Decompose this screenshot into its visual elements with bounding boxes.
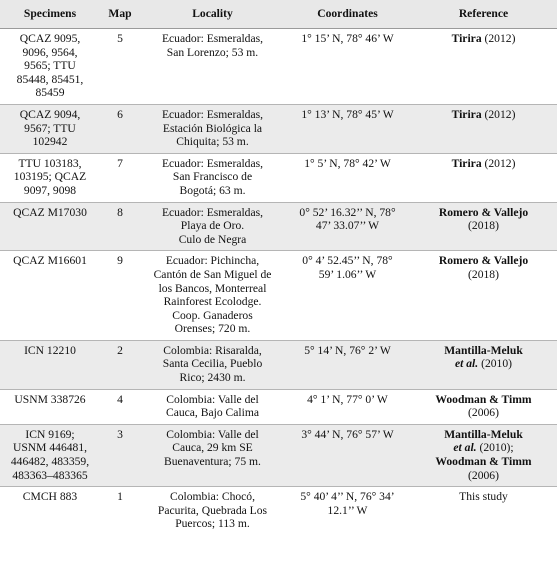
locality-line: Santa Cecilia, Pueblo <box>162 357 263 371</box>
reference-author: Romero & Vallejo <box>438 254 529 268</box>
header-reference: Reference <box>410 0 557 29</box>
specimen-line: QCAZ 9094, <box>19 107 81 121</box>
reference-line <box>414 469 553 483</box>
cell-coordinates <box>285 251 410 341</box>
reference-line <box>414 32 553 46</box>
cell-locality <box>140 104 285 153</box>
specimen-line: 9097, 9098 <box>23 183 77 197</box>
reference-line <box>414 357 553 371</box>
cell-locality <box>140 202 285 251</box>
reference-author: Romero & Vallejo <box>438 205 529 219</box>
cell-coordinates <box>285 202 410 251</box>
reference-year: (2012) <box>481 32 516 45</box>
reference-author: Tirira <box>451 32 482 45</box>
cell-reference <box>410 104 557 153</box>
reference-author: Tirira <box>451 156 482 170</box>
table-row <box>0 424 557 486</box>
cell-specimens <box>0 389 100 424</box>
specimen-line: 103195; QCAZ <box>13 170 87 184</box>
reference-year: (2012) <box>481 107 516 121</box>
reference-line <box>414 490 553 504</box>
locality-line: Culo de Negra <box>178 232 247 246</box>
locality-line: Ecuador: Esmeraldas, <box>161 205 264 219</box>
cell-locality <box>140 424 285 486</box>
cell-specimens <box>0 340 100 389</box>
specimen-line: USNM 338726 <box>14 392 86 406</box>
reference-author: Mantilla-Meluk <box>444 343 523 357</box>
specimen-line: 85459 <box>35 86 65 100</box>
reference-etal: et al. <box>453 441 477 455</box>
reference-author: Mantilla-Meluk <box>444 427 523 441</box>
specimen-line: ICN 9169; <box>25 427 75 441</box>
reference-author: Woodman & Timm <box>435 392 532 406</box>
locality-line: San Lorenzo; 53 m. <box>166 45 259 59</box>
reference-line <box>414 108 553 122</box>
coordinate-line: 3° 44’ N, 76° 57’ W <box>301 427 394 441</box>
cell-map-number: 1 <box>100 487 140 535</box>
reference-line <box>414 406 553 420</box>
locality-line: Ecuador: Pichincha, <box>165 254 260 268</box>
table-body <box>0 29 557 536</box>
locality-line: San Francisco de <box>172 170 253 184</box>
reference-line <box>414 157 553 171</box>
reference-author: Woodman & Timm <box>435 455 532 469</box>
table-row <box>0 487 557 535</box>
reference-year: This study <box>459 490 508 504</box>
cell-reference <box>410 424 557 486</box>
locality-line: Orenses; 720 m. <box>174 322 251 336</box>
locality-line: Cauca, 29 km SE <box>172 441 253 455</box>
reference-line <box>414 344 553 358</box>
locality-line: Buenaventura; 75 m. <box>164 455 261 469</box>
reference-line <box>414 441 553 455</box>
cell-map-number: 6 <box>100 104 140 153</box>
cell-coordinates <box>285 389 410 424</box>
table-row <box>0 29 557 105</box>
cell-specimens <box>0 104 100 153</box>
cell-map-number: 4 <box>100 389 140 424</box>
specimen-line: QCAZ M16601 <box>13 254 87 268</box>
locality-line: Cauca, Bajo Calima <box>165 406 260 420</box>
reference-line <box>414 393 553 407</box>
cell-specimens <box>0 202 100 251</box>
reference-year: (2006) <box>468 406 499 420</box>
locality-line: Puercos; 113 m. <box>175 517 250 531</box>
table-row <box>0 251 557 341</box>
locality-line: Ecuador: Esmeraldas, <box>161 107 264 121</box>
cell-map-number: 8 <box>100 202 140 251</box>
cell-locality <box>140 29 285 105</box>
locality-line: Playa de Oro. <box>180 219 245 233</box>
reference-line <box>414 268 553 282</box>
locality-line: Pacurita, Quebrada Los <box>157 503 268 517</box>
reference-author: Tirira <box>451 107 482 121</box>
specimen-line: 483363–483365 <box>12 468 88 482</box>
header-map: Map <box>100 0 140 29</box>
cell-reference <box>410 29 557 105</box>
table-row <box>0 153 557 202</box>
specimen-line: 85448, 85451, <box>16 72 84 86</box>
specimen-line: QCAZ 9095, <box>19 32 81 45</box>
header-coordinates: Coordinates <box>285 0 410 29</box>
reference-year: (2010); <box>476 441 514 455</box>
cell-specimens <box>0 251 100 341</box>
coordinate-line: 1° 13’ N, 78° 45’ W <box>301 107 394 121</box>
specimen-line: 446482, 483359, <box>10 455 90 469</box>
cell-reference <box>410 389 557 424</box>
coordinate-line: 5° 14’ N, 76° 2’ W <box>304 343 391 357</box>
cell-reference <box>410 251 557 341</box>
cell-locality <box>140 487 285 535</box>
reference-year: (2018) <box>468 267 499 281</box>
locality-line: Colombia: Chocó, <box>169 490 256 504</box>
locality-line: Colombia: Risaralda, <box>163 343 262 357</box>
cell-specimens <box>0 153 100 202</box>
table-header <box>0 0 557 29</box>
reference-line <box>414 428 553 442</box>
reference-etal: et al. <box>455 357 479 371</box>
specimen-line: ICN 12210 <box>24 343 76 357</box>
coordinate-line: 0° 4’ 52.45’’ N, 78° <box>302 254 393 268</box>
table-row <box>0 104 557 153</box>
locality-line: Ecuador: Esmeraldas, <box>161 156 264 170</box>
specimen-line: TTU 103183, <box>18 156 82 170</box>
cell-map-number: 2 <box>100 340 140 389</box>
table-row <box>0 340 557 389</box>
coordinate-line: 47’ 33.07’’ W <box>315 219 380 233</box>
locality-line: Ecuador: Esmeraldas, <box>161 32 264 45</box>
reference-line <box>414 254 553 268</box>
locality-line: Colombia: Valle del <box>166 427 259 441</box>
coordinate-line: 0° 52’ 16.32’’ N, 78° <box>299 205 396 219</box>
cell-coordinates <box>285 487 410 535</box>
locality-line: los Bancos, Monterreal <box>158 281 267 295</box>
specimen-line: 9567; TTU <box>24 121 76 135</box>
coordinate-line: 1° 15’ N, 78° 46’ W <box>301 32 394 45</box>
cell-reference <box>410 487 557 535</box>
locality-line: Rainforest Ecolodge. <box>163 295 262 309</box>
cell-coordinates <box>285 104 410 153</box>
cell-map-number: 3 <box>100 424 140 486</box>
locality-line: Cantón de San Miguel de <box>153 267 272 281</box>
locality-line: Chiquita; 53 m. <box>176 135 249 149</box>
cell-map-number: 5 <box>100 29 140 105</box>
reference-line <box>414 206 553 220</box>
header-row <box>0 0 557 29</box>
cell-map-number: 7 <box>100 153 140 202</box>
cell-coordinates <box>285 340 410 389</box>
reference-year: (2012) <box>481 156 516 170</box>
cell-coordinates <box>285 29 410 105</box>
coordinate-line: 4° 1’ N, 77° 0’ W <box>307 392 388 406</box>
cell-specimens <box>0 29 100 105</box>
cell-specimens <box>0 424 100 486</box>
specimen-line: CMCH 883 <box>22 490 78 504</box>
locality-line: Bogotá; 63 m. <box>179 183 246 197</box>
locality-line: Colombia: Valle del <box>166 392 259 406</box>
specimen-line: 9565; TTU <box>24 59 76 73</box>
cell-specimens <box>0 487 100 535</box>
cell-reference <box>410 202 557 251</box>
locality-line: Estación Biológica la <box>162 121 263 135</box>
reference-year: (2010) <box>478 357 512 371</box>
cell-locality <box>140 389 285 424</box>
specimen-line: 9096, 9564, <box>22 45 78 59</box>
reference-year: (2006) <box>468 468 499 482</box>
reference-line <box>414 455 553 469</box>
coordinate-line: 12.1’’ W <box>327 503 368 517</box>
specimen-line: USNM 446481, <box>12 441 88 455</box>
specimen-line: 102942 <box>32 135 68 149</box>
specimen-line: QCAZ M17030 <box>13 205 87 219</box>
reference-year: (2018) <box>468 219 499 233</box>
locality-line: Rico; 2430 m. <box>179 371 246 385</box>
cell-locality <box>140 251 285 341</box>
cell-locality <box>140 340 285 389</box>
table-row <box>0 202 557 251</box>
header-specimens: Specimens <box>0 0 100 29</box>
header-locality: Locality <box>140 0 285 29</box>
coordinate-line: 1° 5’ N, 78° 42’ W <box>304 156 391 170</box>
coordinate-line: 5° 40’ 4’’ N, 76° 34’ <box>300 490 395 504</box>
table-row <box>0 389 557 424</box>
coordinate-line: 59’ 1.06’’ W <box>318 267 377 281</box>
cell-map-number: 9 <box>100 251 140 341</box>
cell-reference <box>410 340 557 389</box>
cell-coordinates <box>285 424 410 486</box>
reference-line <box>414 219 553 233</box>
cell-locality <box>140 153 285 202</box>
cell-coordinates <box>285 153 410 202</box>
cell-reference <box>410 153 557 202</box>
locality-line: Coop. Ganaderos <box>172 308 253 322</box>
